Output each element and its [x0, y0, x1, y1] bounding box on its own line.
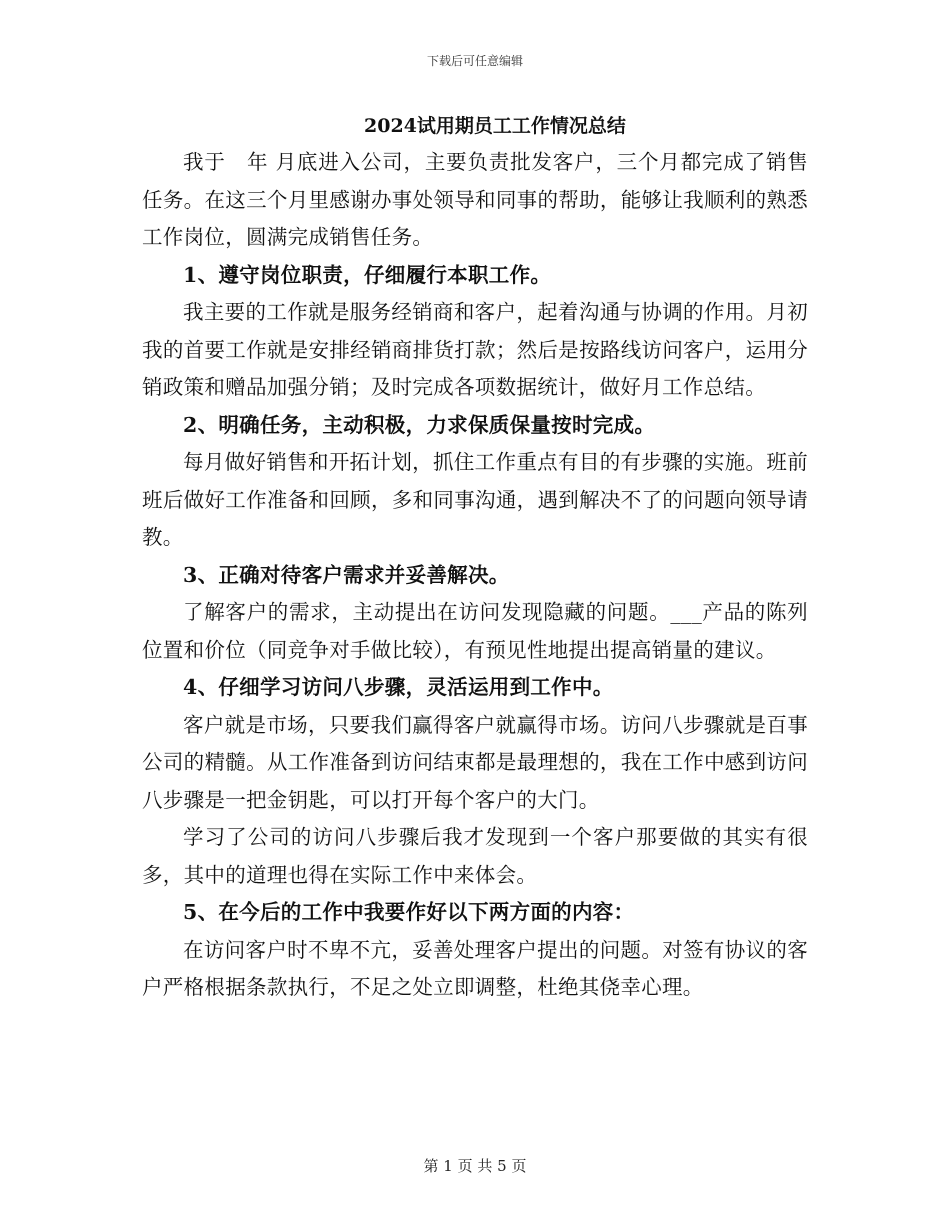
document-title: 2024试用期员工工作情况总结: [364, 115, 626, 137]
section-paragraph-3: 了解客户的需求，主动提出在访问发现隐藏的问题。___产品的陈列位置和价位（同竞争对手做比较），有预见性地提出提高销量的建议。: [142, 600, 808, 662]
page-header-note: 下载后可任意编辑: [426, 54, 523, 68]
intro-paragraph: 我于 年 月底进入公司，主要负责批发客户，三个月都完成了销售任务。在这三个月里感谢办事处领导和同事的帮助，能够让我顺利的熟悉工作岗位，圆满完成销售任务。: [142, 150, 808, 249]
document-body: [142, 110, 808, 1007]
section-paragraph-4a: 客户就是市场，只要我们赢得客户就赢得市场。访问八步骤就是百事公司的精髓。从工作准备到访问结束都是最理想的，我在工作中感到访问八步骤是一把金钥匙，可以打开每个客户的大门。: [142, 712, 808, 812]
section-paragraph-5: 在访问客户时不卑不亢，妥善处理客户提出的问题。对签有协议的客户严格根据条款执行，不足之处立即调整，杜绝其侥幸心理。: [142, 937, 808, 999]
section-paragraph-4b: 学习了公司的访问八步骤后我才发现到一个客户那要做的其实有很多，其中的道理也得在实际工作中来体会。: [142, 825, 808, 887]
section-heading-4: 4、仔细学习访问八步骤，灵活运用到工作中。: [183, 675, 614, 699]
section-paragraph-1: 我主要的工作就是服务经销商和客户，起着沟通与协调的作用。月初我的首要工作就是安排经销商排货打款；然后是按路线访问客户，运用分销政策和赠品加强分销；及时完成各项数据统计，做好月工作总结。: [142, 300, 808, 399]
section-heading-5: 5、在今后的工作中我要作好以下两方面的内容：: [183, 900, 635, 924]
section-heading-2: 2、明确任务，主动积极，力求保质保量按时完成。: [183, 412, 656, 437]
section-heading-1: 1、遵守岗位职责，仔细履行本职工作。: [183, 262, 552, 287]
page-number: 第 1 页 共 5 页: [423, 1157, 527, 1175]
section-heading-3: 3、正确对待客户需求并妥善解决。: [183, 562, 510, 587]
section-paragraph-2: 每月做好销售和开拓计划，抓住工作重点有目的有步骤的实施。班前班后做好工作准备和回顾，多和同事沟通，遇到解决不了的问题向领导请教。: [142, 450, 808, 549]
